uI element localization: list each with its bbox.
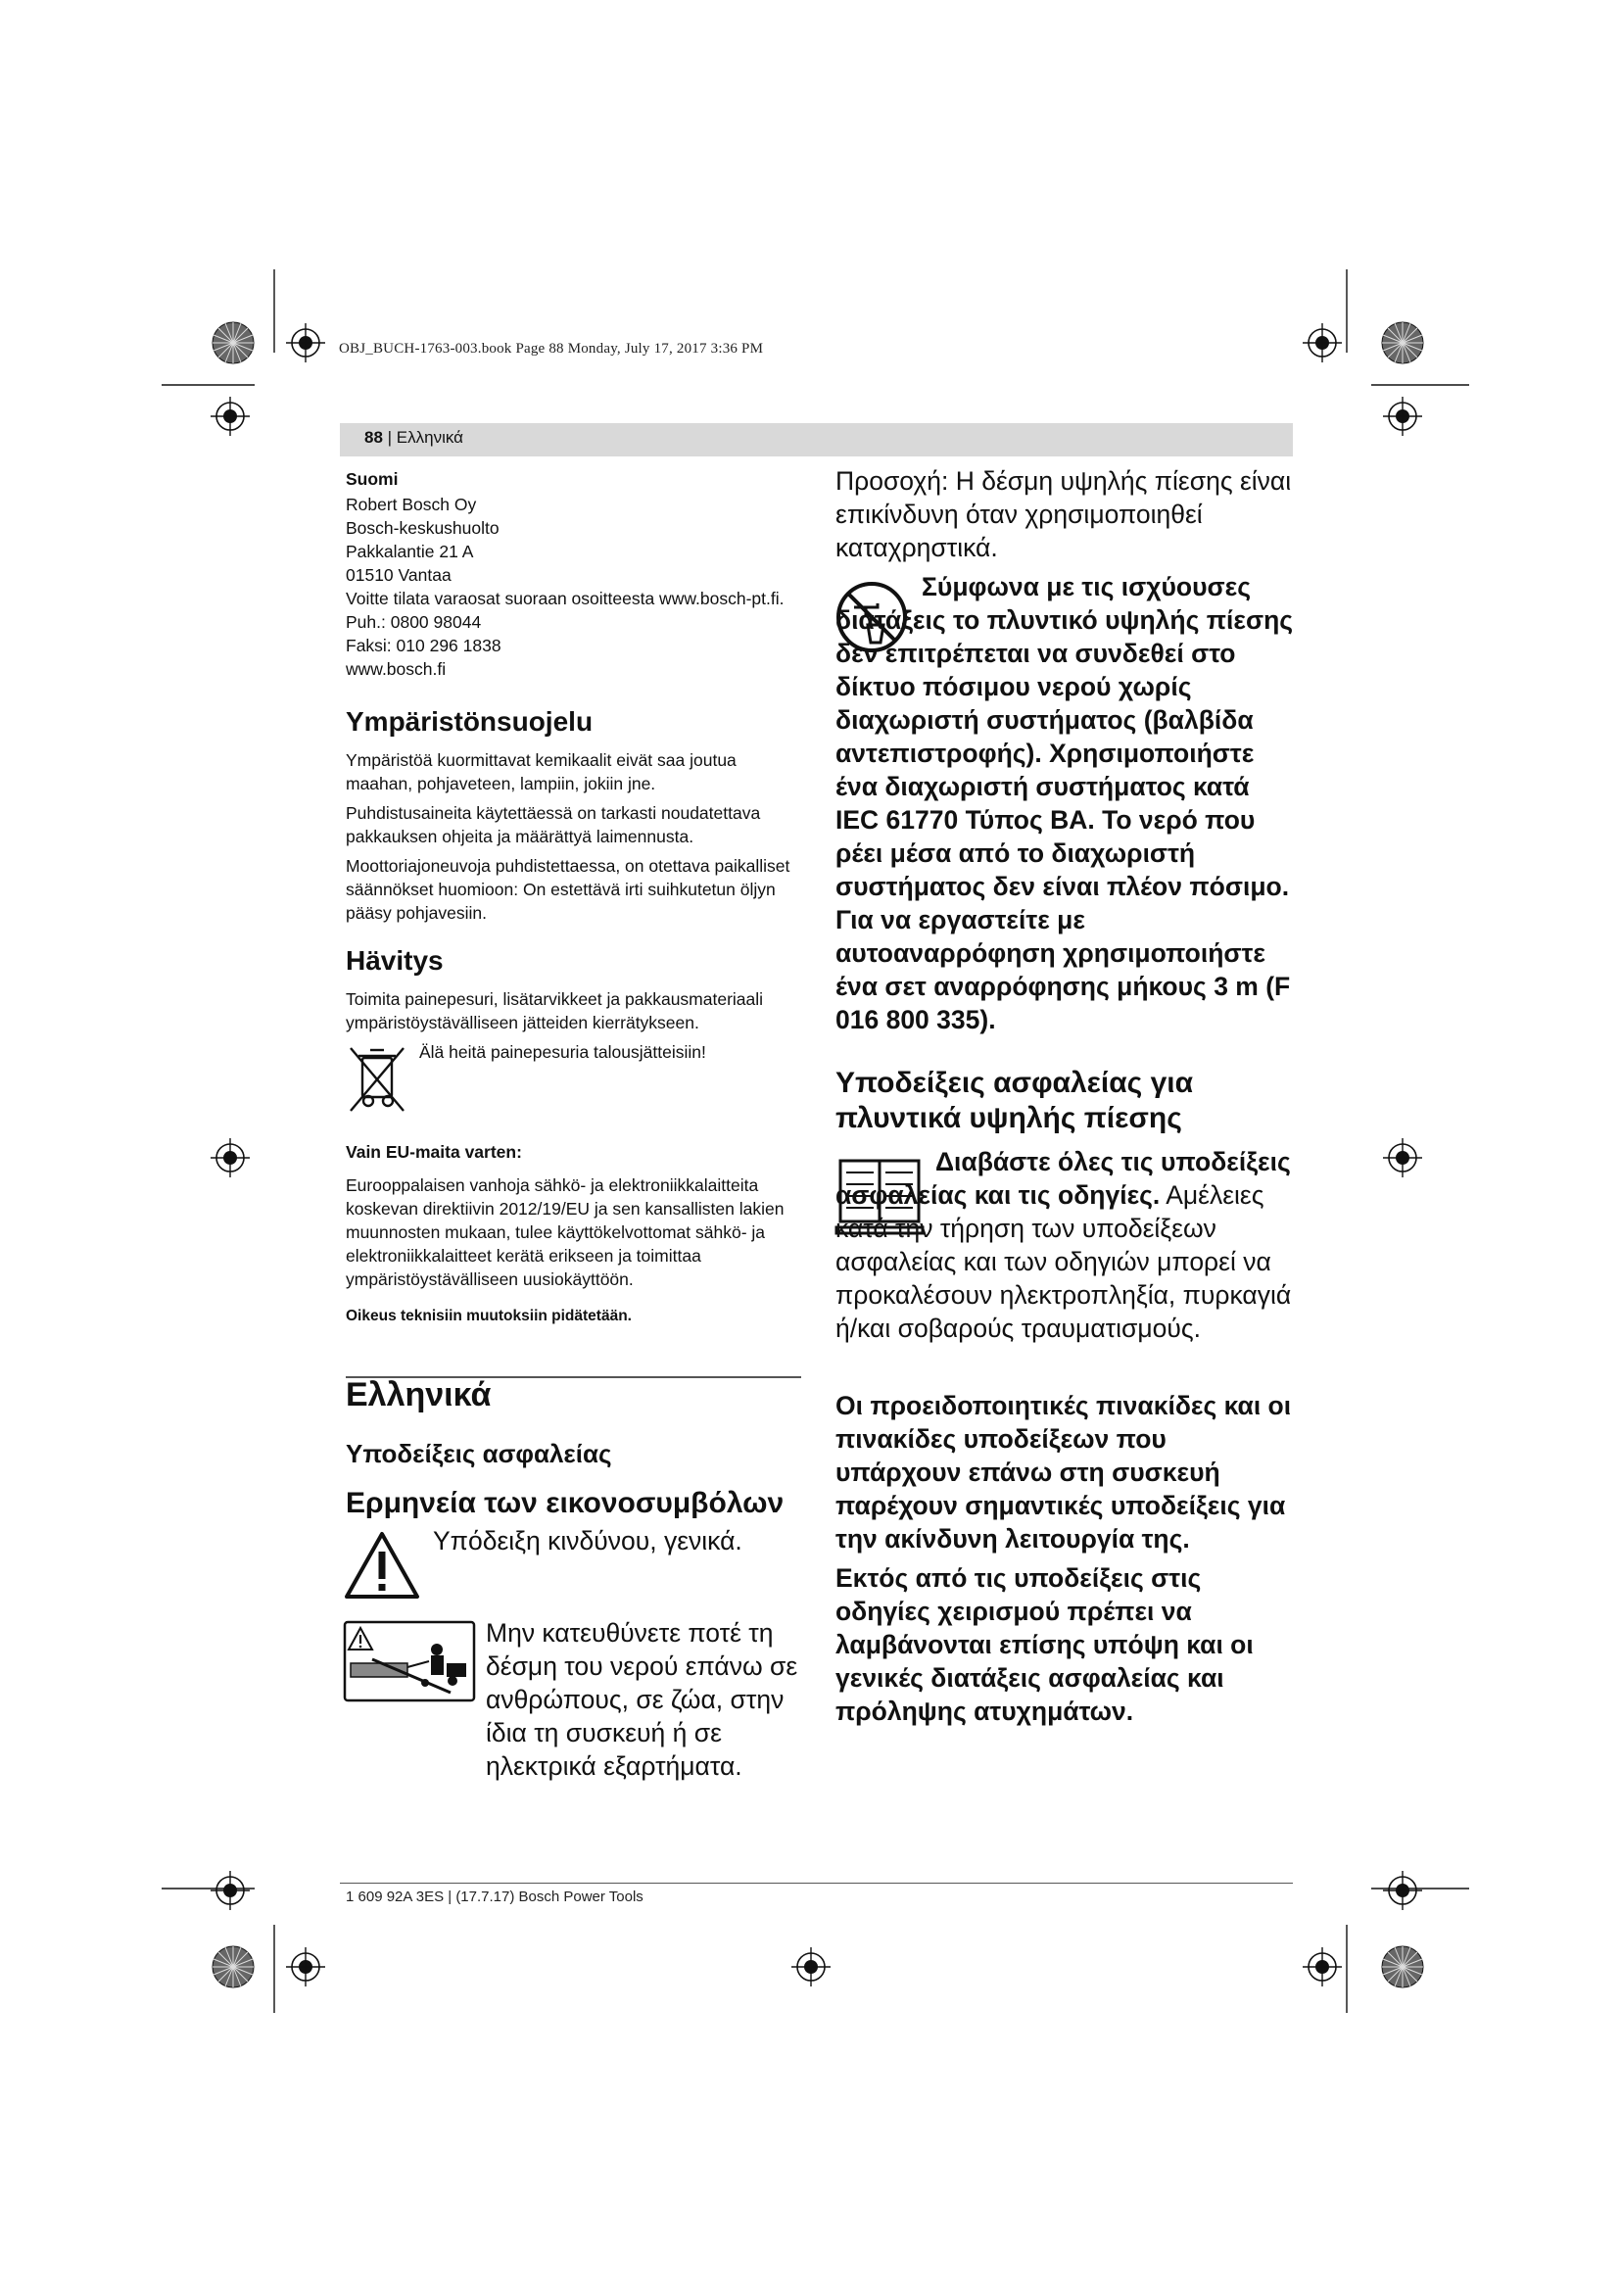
greek-title: Ελληνικά (346, 1376, 492, 1413)
environment-paragraph: Moottoriajoneuvoja puhdistettaessa, on otettava paikalliset säännökset huomioon: On estettävä irti suihkutetun öljyn pääsy pohjavesiin. (346, 856, 790, 923)
suomi-address-block (346, 467, 801, 681)
registration-mark-icon (286, 323, 325, 362)
address-line: Pakkalantie 21 A (346, 542, 474, 561)
caution-paragraph: Προσοχή: Η δέσμη υψηλής πίεσης είναι επικίνδυνη όταν χρησιμοποιηθεί καταχρηστικά. (835, 466, 1292, 562)
registration-mark-icon (1303, 1947, 1342, 1986)
registration-mark-icon (1383, 1871, 1422, 1910)
symbol1-text: Υπόδειξη κινδύνου, γενικά. (433, 1526, 742, 1555)
disposal-section (346, 944, 801, 1034)
color-wheel-icon (1381, 321, 1424, 364)
address-line: www.bosch.fi (346, 659, 447, 679)
address-line: 01510 Vantaa (346, 565, 452, 585)
address-line: Robert Bosch Oy (346, 495, 477, 514)
registration-mark-icon (791, 1947, 831, 1986)
registration-mark-icon (211, 397, 250, 436)
header-separator: | (382, 428, 397, 447)
registration-mark-icon (1383, 1138, 1422, 1177)
registration-mark-icon (1383, 397, 1422, 436)
read-instructions-bold: Διαβάστε όλες τις υποδείξεις ασφαλείας και τις οδηγίες. (835, 1147, 1291, 1210)
registration-mark-icon (1303, 323, 1342, 362)
water-warning-paragraph: Σύμφωνα με τις ισχύουσες διατάξεις το πλυντικό υψηλής πίεσης δεν επιτρέπεται να συνδεθεί στο δίκτυο πόσιμου νερού χωρίς διαχωριστή συστήματος (βαλβίδα αντεπιστροφής). Χρησιμοποιήστε ένα διαχωριστή συστήματος κατά IEC 61770 Τύπος BA. Το νερό που ρέει μέσα από το διαχωριστή συστήματος δεν είναι πλέον πόσιμο. Για να εργαστείτε με αυτοαναρρόφηση χρησιμοποιήστε ένα σετ αναρρόφησης μήκους 3 m (F 016 800 335). (835, 572, 1294, 1034)
warning-triangle-icon (343, 1530, 421, 1601)
page-header (364, 428, 463, 448)
no-spray-icon (343, 1620, 476, 1702)
technical-changes-notice: Oikeus teknisiin muutoksiin pidätetään. (346, 1308, 632, 1324)
page-header-bar (340, 423, 1293, 456)
registration-mark-icon (286, 1947, 325, 1986)
disposal-title: Hävitys (346, 945, 444, 976)
color-wheel-icon (212, 321, 255, 364)
environment-paragraph: Ympäristöä kuormittavat kemikaalit eivät saa joutua maahan, pohjaveteen, lampiin, jokiin jne. (346, 750, 737, 793)
labels-paragraph: Οι προειδοποιητικές πινακίδες και οι πινακίδες υποδείξεων που υπάρχουν επάνω στη συσκευή παρέχουν σημαντικές υποδείξεις για την ακίνδυνη λειτουργία της. (835, 1391, 1292, 1554)
greek-section (346, 1375, 801, 1520)
page-footer: 1 609 92A 3ES | (17.7.17) Bosch Power Tools (346, 1889, 643, 1905)
address-line: Faksi: 010 296 1838 (346, 636, 501, 655)
address-line: Voitte tilata varaosat suoraan osoitteesta www.bosch-pt.fi. (346, 589, 785, 608)
footer-rule (340, 1883, 1293, 1884)
address-lines (346, 493, 801, 681)
read-instructions-text: Αμέλειες κατά την τήρηση των υποδείξεων ασφαλείας και των οδηγιών μπορεί να προκαλέσουν ηλεκτροπληξία, πυρκαγιά ή/και σοβαρούς τραυματισμούς. (835, 1180, 1292, 1343)
registration-mark-icon (211, 1138, 250, 1177)
symbol2-text-block (486, 1616, 809, 1783)
print-slug: OBJ_BUCH-1763-003.book Page 88 Monday, July 17, 2017 3:36 PM (339, 341, 764, 357)
environment-paragraph: Puhdistusaineita käytettäessä on tarkasti noudatettava pakkauksen ohjeita ja määrättyä laimennusta. (346, 803, 761, 846)
environment-title: Ympäristönsuojelu (346, 706, 594, 737)
address-line: Bosch-keskushuolto (346, 518, 500, 538)
address-line: Puh.: 0800 98044 (346, 612, 482, 632)
high-pressure-safety-title: Υποδείξεις ασφαλείας για πλυντικά υψηλής πίεσης (835, 1067, 1194, 1134)
read-instructions-paragraph (835, 1145, 1296, 1345)
symbol2-text: Μην κατευθύνετε ποτέ τη δέσμη του νερού επάνω σε ανθρώπους, σε ζώα, στην ίδια τη συσκευή ή σε ηλεκτρικά εξαρτήματα. (486, 1618, 798, 1781)
eu-section (346, 1140, 801, 1328)
weee-text: Älä heitä painepesuria talousjätteisiin! (419, 1042, 706, 1062)
registration-mark-icon (211, 1871, 250, 1910)
environment-section (346, 705, 801, 925)
general-safety-paragraph: Εκτός από τις υποδείξεις στις οδηγίες χειρισμού πρέπει να λαμβάνονται επίσης υπόψη και οι γενικές διατάξεις ασφαλείας και πρόληψης ατυχημάτων. (835, 1563, 1254, 1726)
page-number: 88 (364, 428, 383, 447)
header-language: Ελληνικά (396, 428, 463, 447)
color-wheel-icon (212, 1945, 255, 1988)
eu-title: Vain EU-maita varten: (346, 1142, 522, 1162)
weee-bin-icon (345, 1044, 409, 1115)
eu-paragraph: Eurooppalaisen vanhoja sähkö- ja elektroniikkalaitteita koskevan direktiivin 2012/19/EU ja sen kansallisten lakien muunnosten mukaan, tulee käyttökelvottomat sähkö- ja elektroniikkalaitteet kerätä erikseen ja toimittaa ympäristöystävälliseen uusiokäyttöön. (346, 1175, 785, 1289)
safety-title: Υποδείξεις ασφαλείας (346, 1439, 612, 1468)
country-heading: Suomi (346, 469, 399, 489)
disposal-paragraph: Toimita painepesuri, lisätarvikkeet ja pakkausmateriaali ympäristöystävälliseen jätteiden kierrätykseen. (346, 989, 764, 1032)
color-wheel-icon (1381, 1945, 1424, 1988)
symbols-title: Ερμηνεία των εικονοσυμβόλων (346, 1487, 785, 1519)
